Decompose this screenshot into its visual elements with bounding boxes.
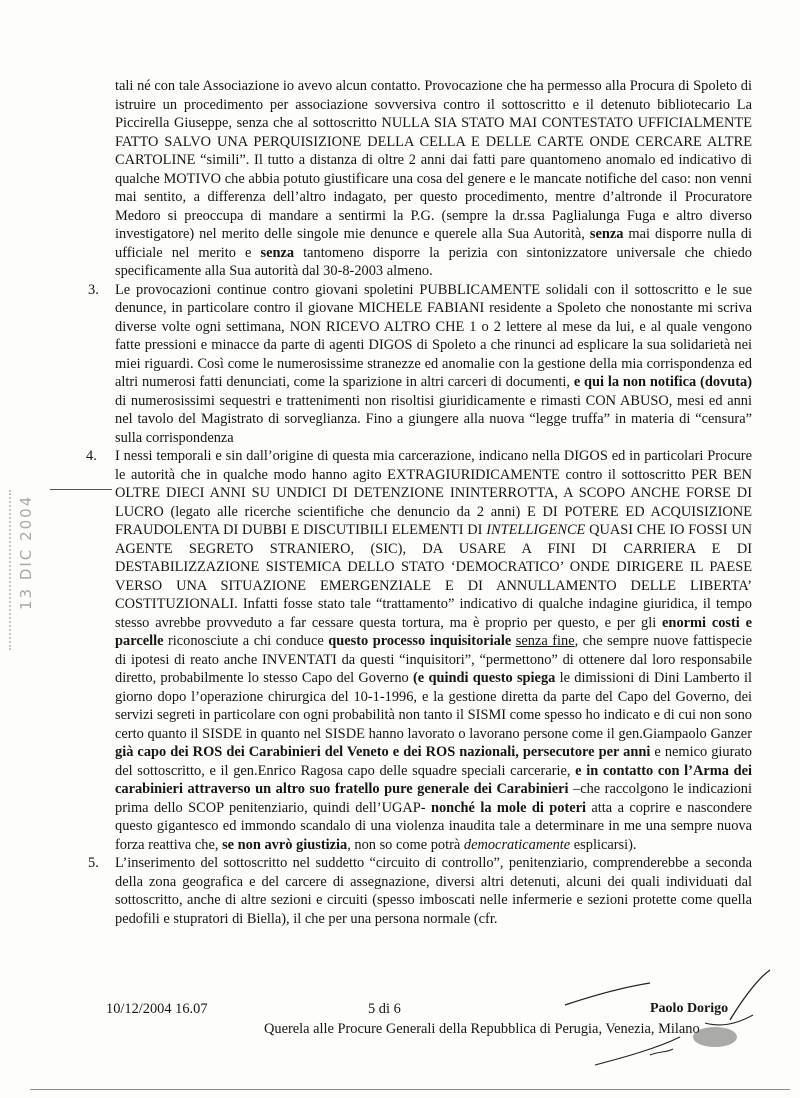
- paragraph-5: 5. L’inserimento del sottoscritto nel suddetto “circuito di controllo”, penitenziario, comprenderebbe a seconda della zona geografica e del carcere di assegnazione, diversi altri detenuti, alcuni dei quali individuati dal sottoscritto, anche di altre sezioni e circuiti (spesso imboscati nelle infermerie e sezioni protette come quella pedofili e stupratori di Biella), il che per una persona normale (cfr.: [88, 855, 752, 927]
- paragraph-3: 3. Le provocazioni continue contro giovani spoletini PUBBLICAMENTE solidali con il sottoscritto e le sue denunce, in particolare contro il giovane MICHELE FABIANI residente a Spoleto che nonostante mi scriva diverse volte ogni settimana, NON RICEVO ALTRO CHE 1 o 2 lettere al mese da lui, e al quale vengono fatte pressioni e minacce da parte di agenti DIGOS di Spoleto a che rinunci ad esplicare la sua solidarietà nei miei riguardi. Così come le numerosissime stranezze ed anomalie con la gestione della mia corrispondenza ed altri numerosi fatti denunciati, come la sparizione in altri carceri di documenti, e qui la non notifica (dovuta) di numerosissimi sequestri e trattenimenti non risoltisi giuridicamente e rimasti CON ABUSO, mesi ed anni nel tavolo del Magistrato di sorveglianza. Fino a giungere alla nuova “legge truffa” in materia di “censura” sulla corrispondenza: [88, 281, 752, 446]
- item-number: 4.: [86, 448, 97, 464]
- item-number: 3.: [88, 281, 99, 298]
- footer-title: Querela alle Procure Generali della Repubblica di Perugia, Venezia, Milano: [264, 1021, 700, 1037]
- handwritten-signature: [555, 965, 785, 1075]
- stamp-perforation: [9, 490, 13, 650]
- footer-page-number: 5 di 6: [368, 1001, 401, 1017]
- stamp-date: 13 DIC 2004: [17, 494, 35, 610]
- item-number: 5.: [88, 855, 99, 871]
- page-bottom-edge: [30, 1089, 790, 1090]
- footer-author: Paolo Dorigo: [650, 1001, 729, 1016]
- paragraph-4: 4. I nessi temporali e sin dall’origine di questa mia carcerazione, indicano nella DIGOS ed in particolari Procure le autorità che in qualche modo hanno agito EXTRAGIURIDICAMENTE contro il sottoscritto PER BEN OLTRE DIECI ANNI SU UNDICI DI DETENZIONE ININTERROTTA, A SCOPO ANCHE FORSE DI LUCRO (legato alle ricerche scientifiche che denuncio da 2 anni) E DI POTERE ED ACQUISIZIONE FRAUDOLENTA DI DUBBI E DISCUTIBILI ELEMENTI DI INTELLIGENCE QUASI CHE IO FOSSI UN AGENTE SEGRETO STRANIERO, (SIC), DA USARE A FINI DI CARRIERA E DI DESTABILIZZAZIONE SISTEMICA DELLO STATO ‘DEMOCRATICO’ ONDE DIRIGERE IL PAESE VERSO UNA SITUAZIONE EMERGENZIALE E DI ANNULLAMENTO DELLE LIBERTA’ COSTITUZIONALI. Infatti fosse stato tale “trattamento” indicativo di qualche indagine giuridica, il tempo stesso avrebbe provveduto a far cessare questa tortura, ma è proprio per questo, e per gli enormi costi e parcelle riconosciute a chi conduce questo processo inquisitoriale senza fine, che sempre nuove fattispecie di ipotesi di reato anche INVENTATI da questi “inquisitori”, “permettono” di ottenere dal loro responsabile diretto, probabilmente lo stesso Capo del Governo (e quindi questo spiega le dimissioni di Dini Lamberto il giorno dopo l’operazione chirurgica del 10-1-1996, e la gestione diretta da parte del Capo del Governo, dei servizi segreti in particolare con ogni probabilità non tanto il SISMI come spesso ho indicato e di cui non sono certo quanto il SISDE in quanto nel SISDE hanno lavorato o lavorano persone come il gen.Giampaolo Ganzer già capo dei ROS dei Carabinieri del Veneto e dei ROS nazionali, persecutore per anni e nemico giurato del sottoscritto, e il gen.Enrico Ragosa capo delle squadre speciali carcerarie, e in contatto con l’Arma dei carabinieri attraverso un altro suo fratello pure generale dei Carabinieri –che raccolgono le indicazioni prima dello SCOP penitenziario, quindi dell’UGAP- nonché la mole di poteri atta a coprire e nascondere questo gigantesco ed immondo scandalo di una violenza inaudita tale a determinare in me una sempre nuova forza reattiva che, se non avrò giustizia, non so come potrà democraticamente esplicarsi).: [86, 448, 753, 853]
- received-stamp: [3, 490, 73, 660]
- footer-datetime: 10/12/2004 16.07: [106, 1001, 208, 1017]
- paragraph-intro: tali né con tale Associazione io avevo alcun contatto. Provocazione che ha permesso alla Procura di Spoleto di istruire un procedimento per associazione sovversiva contro il sottoscritto e il detenuto bibliotecario La Piccirella Giuseppe, senza che al sottoscritto NULLA SIA STATO MAI CONTESTATO UFFICIALMENTE FATTO SALVO UNA PERQUISIZIONE DELLA CELLA E DELLE CARTE ONDE CERCARE ALTRE CARTOLINE “simili”. Il tutto a distanza di oltre 2 anni dai fatti pare quantomeno anomalo ed indicativo di qualche MOTIVO che abbia potuto giustificare una cosa del genere e le mancate notifiche del caso: non venni mai sentito, a differenza dell’altro indagato, per questo procedimento, mentre d’altronde il Procuratore Medoro si preoccupa di mandare a sentirmi la P.G. (sempre la dr.ssa Paglialunga Fuga e altro diverso investigatore) nel merito delle singole mie denunce e querele alla Sua Autorità, senza mai disporre nulla di ufficiale nel merito e senza tantomeno disporre la perizia con sintonizzatore universale che chiedo specificamente alla Sua autorità dal 30-8-2003 almeno.: [115, 78, 753, 279]
- document-body: [88, 77, 752, 928]
